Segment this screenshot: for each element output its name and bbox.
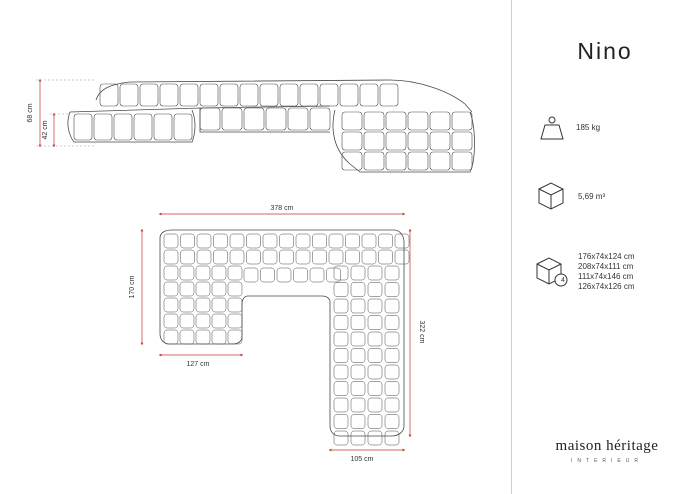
cushion-tuft: [334, 382, 348, 396]
cushion-tuft: [368, 299, 382, 313]
cushion-tuft: [351, 431, 365, 445]
cushion-tuft: [385, 299, 399, 313]
cushion-tuft: [154, 114, 172, 140]
cushion-tuft: [222, 108, 242, 130]
cushion-tuft: [334, 283, 348, 297]
height-dimension: [27, 80, 96, 146]
width-dimension: [160, 205, 404, 214]
weight-icon: [540, 115, 564, 141]
cushion-tuft: [244, 268, 258, 282]
cushion-tuft: [212, 298, 226, 312]
cushion-tuft: [280, 234, 294, 248]
cushion-tuft: [228, 314, 242, 328]
cushion-tuft: [247, 234, 261, 248]
cushion-tuft: [100, 84, 118, 106]
cushion-tuft: [196, 314, 210, 328]
cushion-tuft: [368, 283, 382, 297]
package-dimension: 126x74x126 cm: [578, 282, 635, 291]
cushion-tuft: [364, 112, 384, 130]
cushion-tuft: [386, 132, 406, 150]
cushion-tuft: [261, 268, 275, 282]
cushion-tuft: [364, 152, 384, 170]
cushion-tuft: [408, 132, 428, 150]
box-icon: [536, 180, 566, 210]
cushion-tuft: [334, 299, 348, 313]
packages-count: 4: [561, 277, 565, 284]
cushion-tuft: [430, 132, 450, 150]
cushion-tuft: [200, 108, 220, 130]
cushion-tuft: [351, 349, 365, 363]
cushion-tuft: [196, 330, 210, 344]
cushion-tuft: [164, 314, 178, 328]
cushion-tuft: [334, 332, 348, 346]
cushion-tuft: [385, 283, 399, 297]
cushion-tuft: [379, 234, 393, 248]
cushion-tuft: [180, 266, 194, 280]
cushion-tuft: [385, 266, 399, 280]
height-total-label: 68 cm: [27, 103, 34, 123]
cushion-tuft: [228, 282, 242, 296]
cushion-tuft: [160, 84, 178, 106]
cushion-tuft: [120, 84, 138, 106]
cushion-tuft: [351, 266, 365, 280]
cushion-tuft: [296, 234, 310, 248]
cushion-tuft: [263, 250, 277, 264]
cushion-tuft: [334, 398, 348, 412]
cushion-tuft: [244, 108, 264, 130]
cushion-tuft: [351, 283, 365, 297]
cushion-tuft: [212, 330, 226, 344]
cushion-tuft: [197, 234, 211, 248]
cushion-tuft: [362, 234, 376, 248]
cushion-tuft: [368, 316, 382, 330]
cushion-tuft: [180, 314, 194, 328]
cushion-tuft: [212, 266, 226, 280]
cushion-tuft: [385, 332, 399, 346]
cushion-tuft: [230, 250, 244, 264]
cushion-tuft: [94, 114, 112, 140]
cushion-tuft: [346, 234, 360, 248]
cushion-tuft: [180, 282, 194, 296]
cushion-tuft: [386, 112, 406, 130]
cushion-tuft: [351, 332, 365, 346]
cushion-tuft: [228, 266, 242, 280]
cushion-tuft: [368, 398, 382, 412]
cushion-tuft: [368, 415, 382, 429]
cushion-tuft: [196, 282, 210, 296]
cushion-tuft: [280, 250, 294, 264]
width-total-label: 378 cm: [270, 205, 294, 212]
cushion-tuft: [385, 431, 399, 445]
cushion-tuft: [277, 268, 291, 282]
cushion-tuft: [313, 234, 327, 248]
package-dimension: 208x74x111 cm: [578, 262, 634, 271]
cushion-tuft: [196, 298, 210, 312]
cushion-tuft: [385, 349, 399, 363]
cushion-tuft: [240, 84, 258, 106]
cushion-tuft: [197, 250, 211, 264]
cushion-tuft: [164, 266, 178, 280]
cushion-tuft: [181, 234, 195, 248]
cushion-tuft: [200, 84, 218, 106]
cushion-tuft: [313, 250, 327, 264]
cushion-tuft: [452, 132, 472, 150]
cushion-tuft: [430, 112, 450, 130]
cushion-tuft: [430, 152, 450, 170]
cushion-tuft: [196, 266, 210, 280]
cushion-tuft: [247, 250, 261, 264]
cushion-tuft: [310, 108, 330, 130]
sofa-side-view: [68, 80, 475, 172]
cushion-tuft: [174, 114, 192, 140]
cushion-tuft: [180, 330, 194, 344]
cushion-tuft: [230, 234, 244, 248]
cushion-tuft: [385, 316, 399, 330]
sofa-top-view: [160, 230, 404, 436]
cushion-tuft: [212, 314, 226, 328]
cushion-tuft: [342, 152, 362, 170]
cushion-tuft: [214, 250, 228, 264]
cushion-tuft: [334, 431, 348, 445]
seat-height-dimension: [42, 114, 70, 146]
brand-logo: maison héritage: [555, 438, 659, 454]
left-depth-label: 170 cm: [129, 275, 136, 299]
cushion-tuft: [385, 382, 399, 396]
left-arm-dimension: [160, 355, 242, 368]
product-name: Nino: [577, 38, 633, 64]
cushion-tuft: [342, 112, 362, 130]
cushion-tuft: [351, 382, 365, 396]
cushion-tuft: [260, 84, 278, 106]
cushion-tuft: [380, 84, 398, 106]
cushion-tuft: [329, 234, 343, 248]
right-depth-dimension: [410, 230, 425, 436]
cushion-tuft: [180, 84, 198, 106]
sofa-side-tufting: [74, 84, 472, 170]
cushion-tuft: [334, 365, 348, 379]
cushion-tuft: [351, 398, 365, 412]
cushion-tuft: [164, 250, 178, 264]
cushion-tuft: [368, 349, 382, 363]
cushion-tuft: [346, 250, 360, 264]
cushion-tuft: [294, 268, 308, 282]
cushion-tuft: [228, 298, 242, 312]
cushion-tuft: [351, 415, 365, 429]
cushion-tuft: [340, 84, 358, 106]
cushion-tuft: [280, 84, 298, 106]
left-depth-dimension: [129, 230, 142, 344]
cushion-tuft: [320, 84, 338, 106]
cushion-tuft: [368, 431, 382, 445]
cushion-tuft: [362, 250, 376, 264]
weight-value: 185 kg: [576, 123, 601, 132]
cushion-tuft: [368, 332, 382, 346]
cushion-tuft: [114, 114, 132, 140]
seat-height-label: 42 cm: [42, 120, 49, 140]
cushion-tuft: [385, 415, 399, 429]
cushion-tuft: [300, 84, 318, 106]
cushion-tuft: [140, 84, 158, 106]
sofa-top-tufting: [164, 234, 409, 445]
package-dimension: 111x74x146 cm: [578, 272, 634, 281]
cushion-tuft: [351, 299, 365, 313]
cushion-tuft: [310, 268, 324, 282]
cushion-tuft: [164, 330, 178, 344]
right-arm-dimension: [330, 450, 404, 463]
cushion-tuft: [220, 84, 238, 106]
cushion-tuft: [266, 108, 286, 130]
cushion-tuft: [452, 152, 472, 170]
cushion-tuft: [395, 250, 409, 264]
cushion-tuft: [263, 234, 277, 248]
cushion-tuft: [368, 266, 382, 280]
cushion-tuft: [351, 365, 365, 379]
cushion-tuft: [408, 152, 428, 170]
package-dimension: 176x74x124 cm: [578, 252, 635, 261]
cushion-tuft: [334, 316, 348, 330]
panel-divider: [511, 0, 512, 494]
cushion-tuft: [351, 316, 365, 330]
cushion-tuft: [74, 114, 92, 140]
cushion-tuft: [288, 108, 308, 130]
volume-value: 5,69 m³: [578, 192, 606, 201]
cushion-tuft: [379, 250, 393, 264]
cushion-tuft: [212, 282, 226, 296]
cushion-tuft: [386, 152, 406, 170]
cushion-tuft: [395, 234, 409, 248]
package-dimensions-list: [578, 252, 634, 292]
cushion-tuft: [360, 84, 378, 106]
cushion-tuft: [368, 382, 382, 396]
cushion-tuft: [296, 250, 310, 264]
right-depth-label: 322 cm: [418, 320, 425, 344]
cushion-tuft: [385, 398, 399, 412]
cushion-tuft: [164, 282, 178, 296]
brand-tagline: INTERIEUR: [571, 458, 643, 464]
cushion-tuft: [214, 234, 228, 248]
cushion-tuft: [134, 114, 152, 140]
cushion-tuft: [364, 132, 384, 150]
left-arm-label: 127 cm: [186, 361, 210, 368]
cushion-tuft: [368, 365, 382, 379]
cushion-tuft: [334, 415, 348, 429]
cushion-tuft: [385, 365, 399, 379]
cushion-tuft: [452, 112, 472, 130]
cushion-tuft: [180, 298, 194, 312]
cushion-tuft: [334, 349, 348, 363]
cushion-tuft: [181, 250, 195, 264]
cushion-tuft: [329, 250, 343, 264]
right-arm-label: 105 cm: [350, 456, 374, 463]
cushion-tuft: [164, 234, 178, 248]
cushion-tuft: [342, 132, 362, 150]
cushion-tuft: [164, 298, 178, 312]
cushion-tuft: [408, 112, 428, 130]
